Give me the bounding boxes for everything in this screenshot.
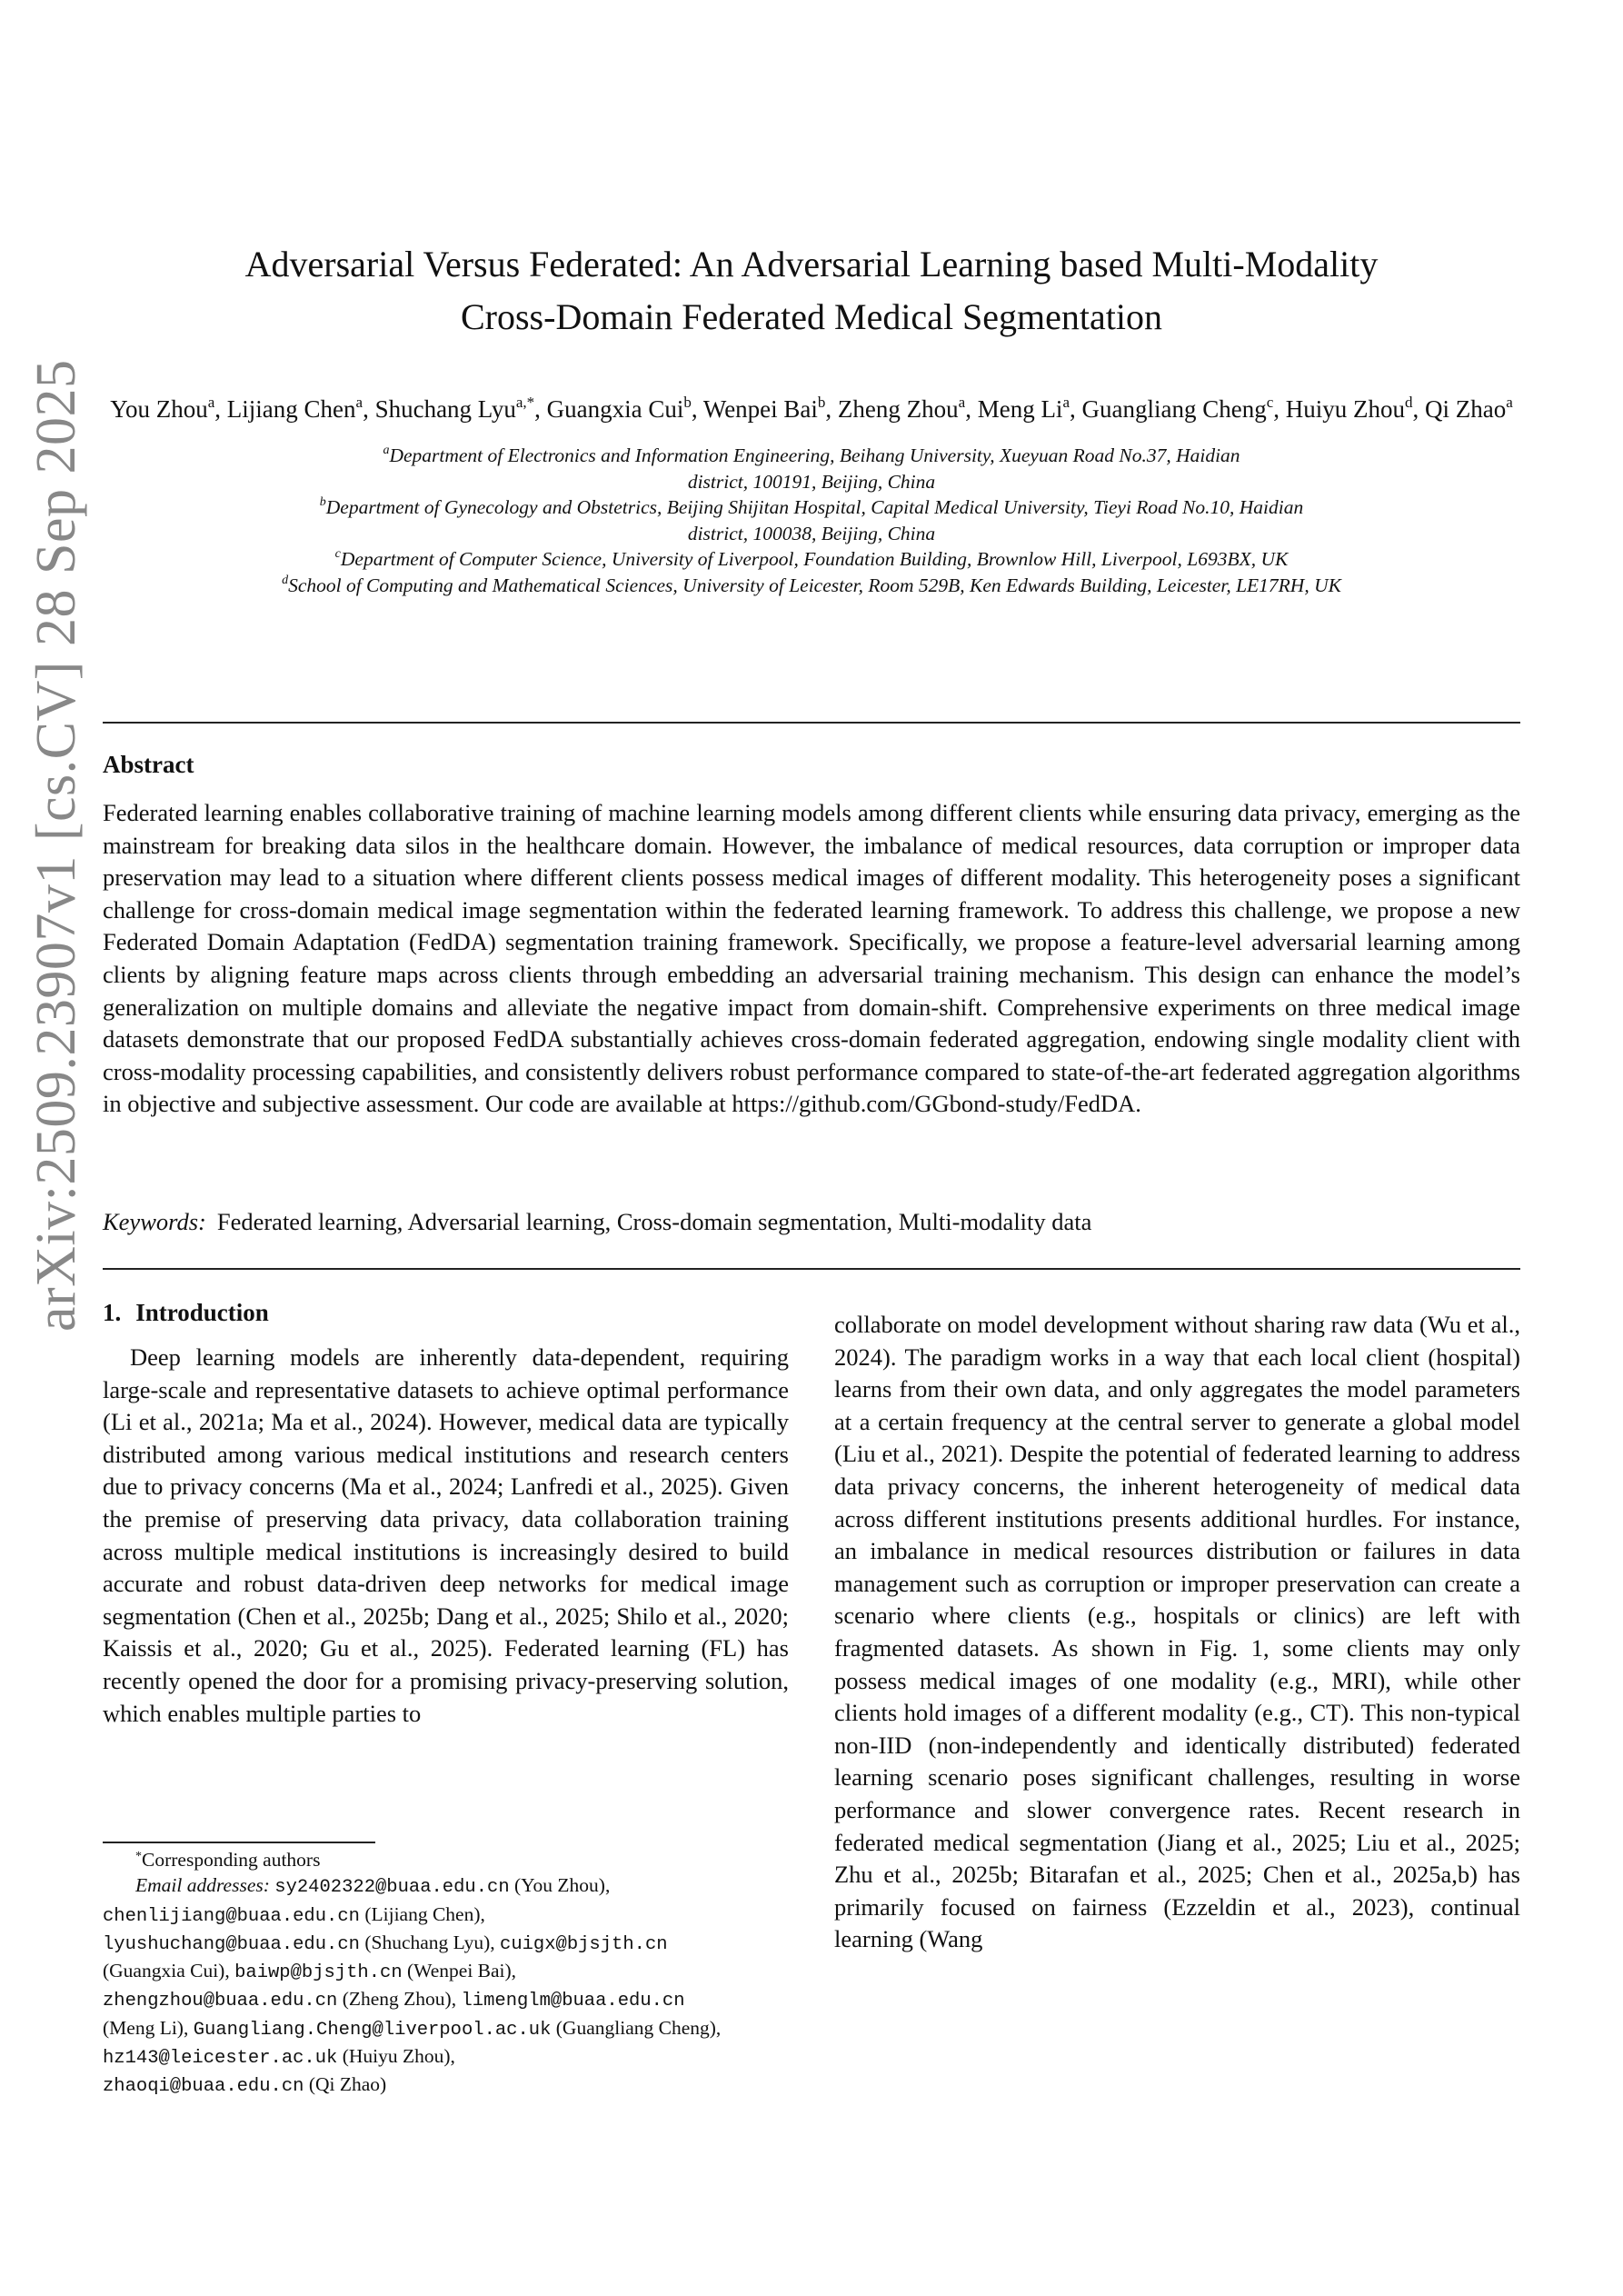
section-heading-introduction [103,1296,789,1329]
introduction-paragraph-left: Deep learning models are inherently data-dependent, requiring large-scale and representative datasets to achieve optimal performance (Li et al., 2021a; Ma et al., 2024). However, medical data are typically distributed among various medical institutions and research centers due to privacy concerns (Ma et al., 2024; Lanfredi et al., 2025). Given the premise of preserving data privacy, data collaboration training across multiple medical institutions is increasingly desired to build accurate and robust data-driven deep networks for medical image segmentation (Chen et al., 2025b; Dang et al., 2025; Shilo et al., 2020; Kaissis et al., 2020; Gu et al., 2025). Federated learning (FL) has recently opened the door for a promising privacy-preserving solution, which enables multiple parties to [103,1343,789,1727]
left-column [103,1296,789,1730]
author: Shuchang Lyu$^{a,*}$ [374,394,535,423]
email-link[interactable]: zhaoqi@buaa.edu.cn [103,2076,304,2098]
corresponding-author-note: *Corresponding authors [135,1849,321,1871]
author: Meng Li$^a$ [977,394,1070,423]
abstract-top-rule [103,722,1520,724]
abstract-bottom-rule [103,1268,1520,1270]
author: Qi Zhao$^a$ [1425,394,1513,423]
email-link[interactable]: zhengzhou@buaa.edu.cn [103,1991,338,2012]
affiliation-b: $^b$Department of Gynecology and Obstetrics, Beijing Shijitan Hospital, Capital Medical University, Tieyi Road No.10, Haidian district, 100038, Beijing, China [319,495,1304,544]
footnote-rule [103,1842,375,1843]
paper-title-line-2: Cross-Domain Federated Medical Segmentation [460,296,1163,337]
author: Guangliang Cheng$^c$ [1081,394,1274,423]
author: Lijiang Chen$^a$ [226,394,363,423]
introduction-paragraph-right: collaborate on model development without sharing raw data (Wu et al., 2024). The paradigm works in a way that each local client (hospital) learns from their own data, and only aggregates the model parameters at a certain frequency at the central server to generate a global model (Liu et al., 2021). Despite the potential of federated learning to address data privacy concerns, the inherent heterogeneity of medical data across different institutions presents additional hurdles. For instance, an imbalance in medical resources distribution or failures in data management such as corruption or improper preservation can create a scenario where clients (e.g., hospitals or clinics) are left with fragmented datasets. As shown in Fig. 1, some clients may only possess medical images of one modality (e.g., MRI), while other clients hold images of a different modality (e.g., CT). This non-typical non-IID (non-independently and identically distributed) federated learning scenario poses significant challenges, resulting in worse performance and slower convergence rates. Recent research in federated medical segmentation (Jiang et al., 2025; Liu et al., 2025; Zhu et al., 2025b; Bitarafan et al., 2025; Chen et al., 2025a,b) has primarily focused on fairness (Ezzeldin et al., 2023), continual learning (Wang [834,1311,1520,1953]
author: Wenpei Bai$^b$ [702,394,826,423]
abstract-body: Federated learning enables collaborative training of machine learning models among different clients while ensuring data privacy, emerging as the mainstream for breaking data silos in the healthcare domain. However, the imbalance of medical resources, data corruption or improper data preservation may lead to a situation where different clients possess medical images of different modality. This heterogeneity poses a significant challenge for cross-domain medical image segmentation within the federated learning framework. To address this challenge, we propose a new Federated Domain Adaptation (FedDA) segmentation training framework. Specifically, we propose a feature-level adversarial learning among clients by aligning feature maps across clients through embedding an adversarial training mechanism. This design can enhance the model’s generalization on multiple domains and alleviate the negative impact from domain-shift. Comprehensive experiments on three medical image datasets demonstrate that our proposed FedDA substantially achieves cross-domain federated aggregation, endowing single modality client with cross-modality processing capabilities, and consistently delivers robust performance compared to state-of-the-art federated aggregation algorithms in objective and subjective assessment. Our code are available at https://github.com/GGbond-study/FedDA. [103,799,1520,1118]
email-link[interactable]: hz143@leicester.ac.uk [103,2048,338,2070]
affiliation-list [103,443,1520,598]
author: Zheng Zhou$^a$ [837,394,966,423]
email-link[interactable]: cuigx@bjsjth.cn [500,1933,668,1955]
email-link[interactable]: baiwp@bjsjth.cn [234,1962,403,1984]
keywords-label: Keywords: [103,1208,206,1235]
author: You Zhou$^a$ [110,394,215,423]
abstract-heading: Abstract [103,751,194,778]
email-link[interactable]: chenlijiang@buaa.edu.cn [103,1905,360,1927]
email-link[interactable]: limenglm@buaa.edu.cn [461,1991,685,2012]
email-label: Email addresses: [135,1874,270,1897]
affiliation-c: $^c$Department of Computer Science, University of Liverpool, Foundation Building, Brownlow Hill, Liverpool, L693BX, UK [334,547,1289,570]
affiliation-a: $^a$Department of Electronics and Information Engineering, Beihang University, Xueyuan Road No.37, Haidian district, 100191, Beijing, China [383,444,1240,493]
paper-title-line-1: Adversarial Versus Federated: An Adversarial Learning based Multi-Modality [244,244,1379,285]
email-link[interactable]: Guangliang.Cheng@liverpool.ac.uk [193,2019,552,2041]
right-column [834,1309,1520,1956]
author-list: You Zhou$^a$, Lijiang Chen$^a$, Shuchang Lyu$^{a,*}$, Guangxia Cui$^b$, Wenpei Bai$^b$, Zheng Zhou$^a$, Meng Li$^a$, Guangliang Cheng$^c$, Huiyu Zhou$^d$, Qi Zhao$^a$ [110,394,1513,423]
author: Guangxia Cui$^b$ [546,394,692,423]
arxiv-identifier-stamp: arXiv:2509.23907v1 [cs.CV] 28 Sep 2025 [25,359,87,1332]
affiliation-d: $^d$School of Computing and Mathematical Sciences, University of Leicester, Room 529B, Ken Edwards Building, Leicester, LE17RH, UK [282,573,1341,596]
paper-header [103,238,1520,598]
keywords [103,1205,1520,1238]
footnotes [103,1847,789,2101]
paper-title [103,238,1520,344]
email-link[interactable]: sy2402322@buaa.edu.cn [274,1877,510,1899]
section-title: Introduction [135,1299,269,1326]
email-addresses: Email addresses: sy2402322@buaa.edu.cn (You Zhou), chenlijiang@buaa.edu.cn (Lijiang Chen), lyushuchang@buaa.edu.cn (Shuchang Lyu), cuigx@bjsjth.cn (Guangxia Cui), baiwp@bjsjth.cn (Wenpei Bai), zhengzhou@buaa.edu.cn (Zheng Zhou), limenglm@buaa.edu.cn (Meng Li), Guangliang.Cheng@liverpool.ac.uk (Guangliang Cheng), hz143@leicester.ac.uk (Huiyu Zhou), zhaoqi@buaa.edu.cn (Qi Zhao) [103,1874,722,2098]
keywords-value: Federated learning, Adversarial learning, Cross-domain segmentation, Multi-modality data [216,1208,1092,1235]
section-number: 1. [103,1299,122,1326]
author: Huiyu Zhou$^d$ [1285,394,1413,423]
email-link[interactable]: lyushuchang@buaa.edu.cn [103,1933,360,1955]
